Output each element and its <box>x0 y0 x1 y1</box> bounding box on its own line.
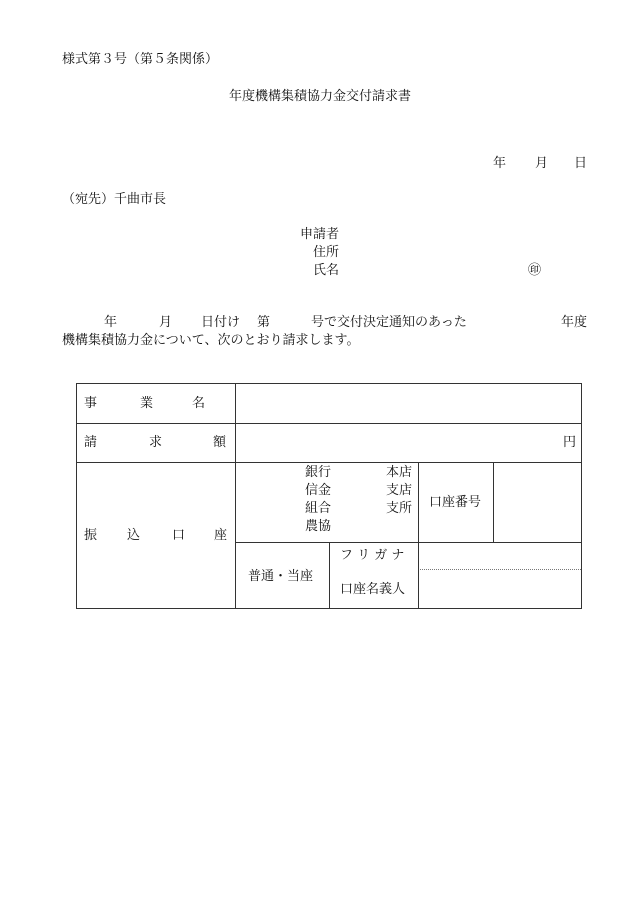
body-fiscal-year: 年度 <box>561 315 588 330</box>
institution-type: 組合 <box>305 501 332 516</box>
body-year: 年 <box>104 315 118 330</box>
institution-type: 信金 <box>305 483 332 498</box>
address-label: 住所 <box>313 245 340 260</box>
branch-type: 支店 <box>386 483 413 498</box>
account-number-label: 口座番号 <box>429 495 482 510</box>
business-name-char: 名 <box>192 396 206 411</box>
body-line-2: 機構集積協力金について、次のとおり請求します。 <box>62 333 360 348</box>
column-divider <box>418 462 419 542</box>
addressee: （宛先）千曲市長 <box>62 192 167 207</box>
business-name-char: 業 <box>140 396 154 411</box>
column-divider <box>235 384 236 608</box>
transfer-account-char: 口 <box>172 528 186 543</box>
applicant-label: 申請者 <box>300 227 340 242</box>
claim-amount-char: 額 <box>213 435 227 450</box>
business-name-char: 事 <box>84 396 98 411</box>
body-number-prefix: 第 <box>257 315 271 330</box>
branch-type: 本店 <box>386 465 413 480</box>
body-dated: 日付け <box>201 315 241 330</box>
form-number: 様式第３号（第５条関係） <box>62 52 219 67</box>
body-month: 月 <box>159 315 173 330</box>
account-type-label: 普通・当座 <box>248 569 314 584</box>
row-divider <box>235 542 581 543</box>
furigana-dotted-line <box>418 569 581 570</box>
date-day-label: 日 <box>574 156 588 171</box>
transfer-account-char: 込 <box>127 528 141 543</box>
name-label: 氏名 <box>313 263 340 278</box>
claim-table <box>76 383 582 609</box>
branch-type: 支所 <box>386 501 413 516</box>
row-divider <box>77 462 581 463</box>
account-holder-label: 口座名義人 <box>340 582 406 597</box>
transfer-account-char: 振 <box>84 528 98 543</box>
furigana-label: フ リ ガ ナ <box>340 548 405 563</box>
column-divider <box>418 542 419 608</box>
institution-type: 銀行 <box>305 465 332 480</box>
yen-unit: 円 <box>563 435 577 450</box>
document-title: 年度機構集積協力金交付請求書 <box>229 89 412 104</box>
body-notice-text: 号で交付決定通知のあった <box>311 315 467 330</box>
column-divider <box>329 542 330 608</box>
column-divider <box>493 462 494 542</box>
seal-mark: ㊞ <box>528 263 542 278</box>
date-year-label: 年 <box>493 156 507 171</box>
transfer-account-char: 座 <box>214 528 228 543</box>
row-divider <box>77 423 581 424</box>
claim-amount-char: 求 <box>149 435 163 450</box>
date-month-label: 月 <box>535 156 549 171</box>
claim-amount-char: 請 <box>84 435 98 450</box>
institution-type: 農協 <box>305 519 332 534</box>
